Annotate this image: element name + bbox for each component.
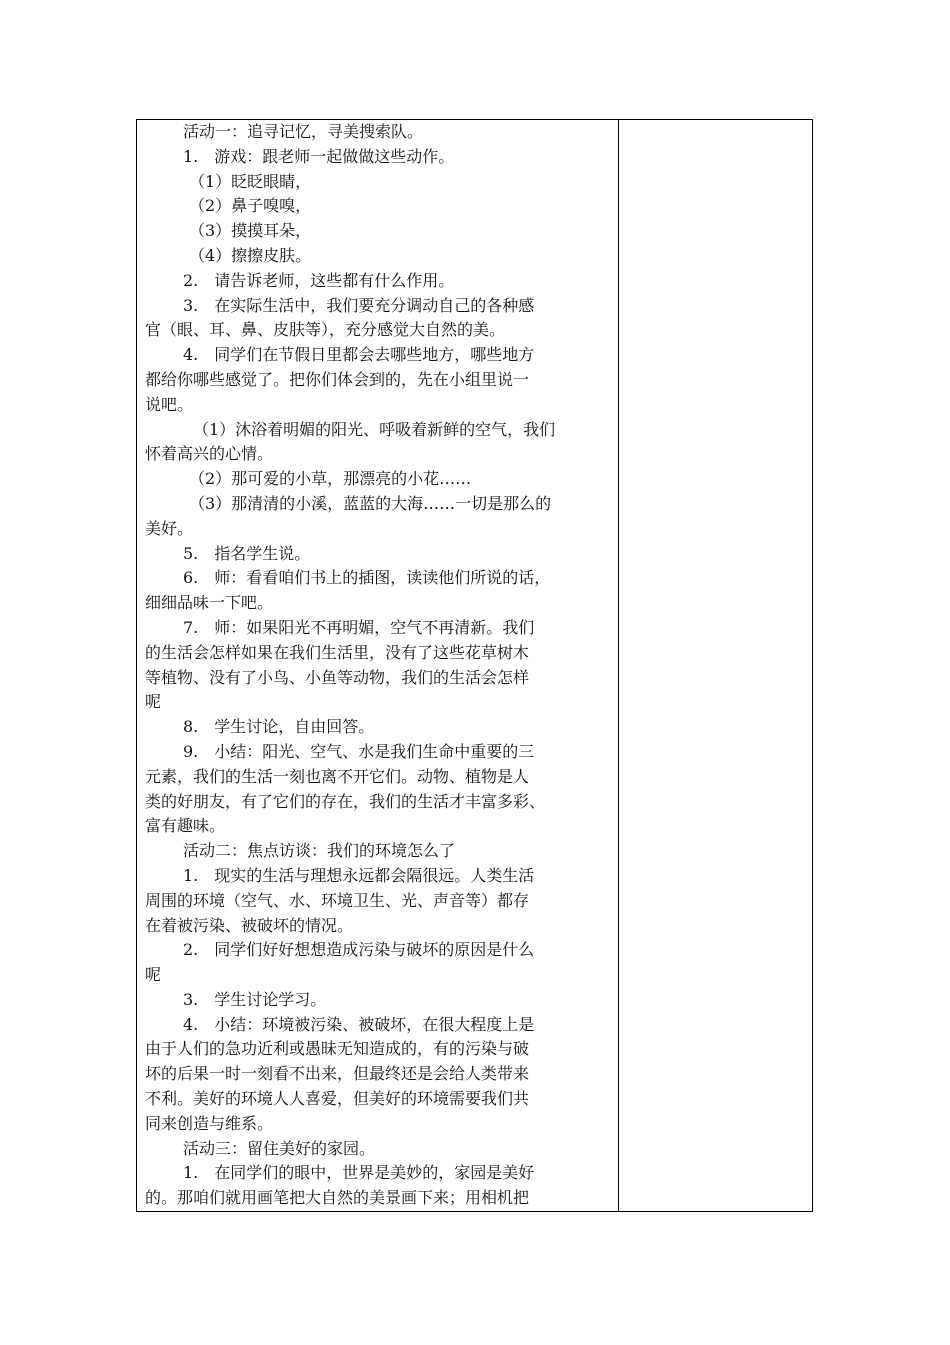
text-line: 活动三：留住美好的家园。 <box>183 1138 376 1158</box>
text-line: 同来创造与维系。 <box>145 1113 274 1133</box>
text-line: 坏的后果一时一刻看不出来，但最终还是会给人类带来 <box>145 1064 530 1084</box>
lesson-content-cell <box>137 120 619 1211</box>
text-line: 周围的环境（空气、水、环境卫生、光、声音等）都存 <box>145 890 530 910</box>
text-line: 8. 学生讨论，自由回答。 <box>183 717 375 737</box>
text-line: （3）那清清的小溪，蓝蓝的大海……一切是那么的 <box>189 493 552 513</box>
text-line: 元素，我们的生活一刻也离不开它们。动物、植物是人 <box>145 766 530 786</box>
text-line: （4）擦擦皮肤。 <box>189 245 312 265</box>
text-line: 9. 小结：阳光、空气、水是我们生命中重要的三 <box>183 741 535 761</box>
text-line: 官（眼、耳、鼻、皮肤等），充分感觉大自然的美。 <box>145 320 506 340</box>
text-line: 说吧。 <box>145 394 194 414</box>
lesson-text <box>137 120 590 1211</box>
text-line: 细细品味一下吧。 <box>145 593 274 613</box>
text-line: 活动二：焦点访谈：我们的环境怎么了 <box>183 841 456 861</box>
text-line: 都给你哪些感觉了。把你们体会到的，先在小组里说一 <box>145 369 530 389</box>
text-line: 等植物、没有了小鸟、小鱼等动物，我们的生活会怎样 <box>145 667 530 687</box>
text-line: 活动一：追寻记忆，寻美搜索队。 <box>183 122 424 141</box>
text-line: （3）摸摸耳朵， <box>189 221 312 241</box>
text-line: 1. 现实的生活与理想永远都会隔很远。人类生活 <box>183 865 535 885</box>
text-line: 6. 师：看看咱们书上的插图，读读他们所说的话， <box>183 568 551 588</box>
lesson-table <box>136 119 813 1212</box>
text-line: 4. 小结：环境被污染、被破坏，在很大程度上是 <box>183 1014 535 1034</box>
text-line: 呢 <box>145 965 162 985</box>
text-line: 富有趣味。 <box>145 816 226 836</box>
text-line: 5. 指名学生说。 <box>183 543 311 563</box>
text-line: 1. 在同学们的眼中，世界是美妙的，家园是美好 <box>183 1163 535 1183</box>
text-line: 怀着高兴的心情。 <box>145 444 274 464</box>
text-line: 美好。 <box>145 518 194 538</box>
text-line: 类的好朋友，有了它们的存在，我们的生活才丰富多彩、 <box>145 791 546 811</box>
text-line: 7. 师：如果阳光不再明媚，空气不再清新。我们 <box>183 617 535 637</box>
text-line: （2）鼻子嗅嗅， <box>189 196 312 216</box>
text-line: 3. 在实际生活中，我们要充分调动自己的各种感 <box>183 295 535 315</box>
text-line: 呢 <box>145 692 162 712</box>
text-line: （2）那可爱的小草，那漂亮的小花…… <box>189 469 472 489</box>
text-line: 的生活会怎样如果在我们生活里，没有了这些花草树木 <box>145 642 530 662</box>
text-line: 2. 请告诉老师，这些都有什么作用。 <box>183 270 455 290</box>
text-line: 1. 游戏：跟老师一起做做这些动作。 <box>183 146 455 166</box>
text-line: 不利。美好的环境人人喜爱，但美好的环境需要我们共 <box>145 1089 530 1109</box>
text-line: 在着被污染、被破坏的情况。 <box>145 915 354 935</box>
text-line: 2. 同学们好好想想造成污染与破坏的原因是什么 <box>183 940 535 960</box>
notes-cell <box>619 120 812 1211</box>
text-line: （1）沐浴着明媚的阳光、呼吸着新鲜的空气，我们 <box>193 419 556 439</box>
text-line: 3. 学生讨论学习。 <box>183 989 327 1009</box>
text-line: 的。那咱们就用画笔把大自然的美景画下来；用相机把 <box>145 1188 530 1208</box>
text-line: 4. 同学们在节假日里都会去哪些地方，哪些地方 <box>183 345 535 365</box>
text-line: 由于人们的急功近利或愚昧无知造成的，有的污染与破 <box>145 1039 530 1059</box>
text-line: （1）眨眨眼睛， <box>189 171 312 191</box>
